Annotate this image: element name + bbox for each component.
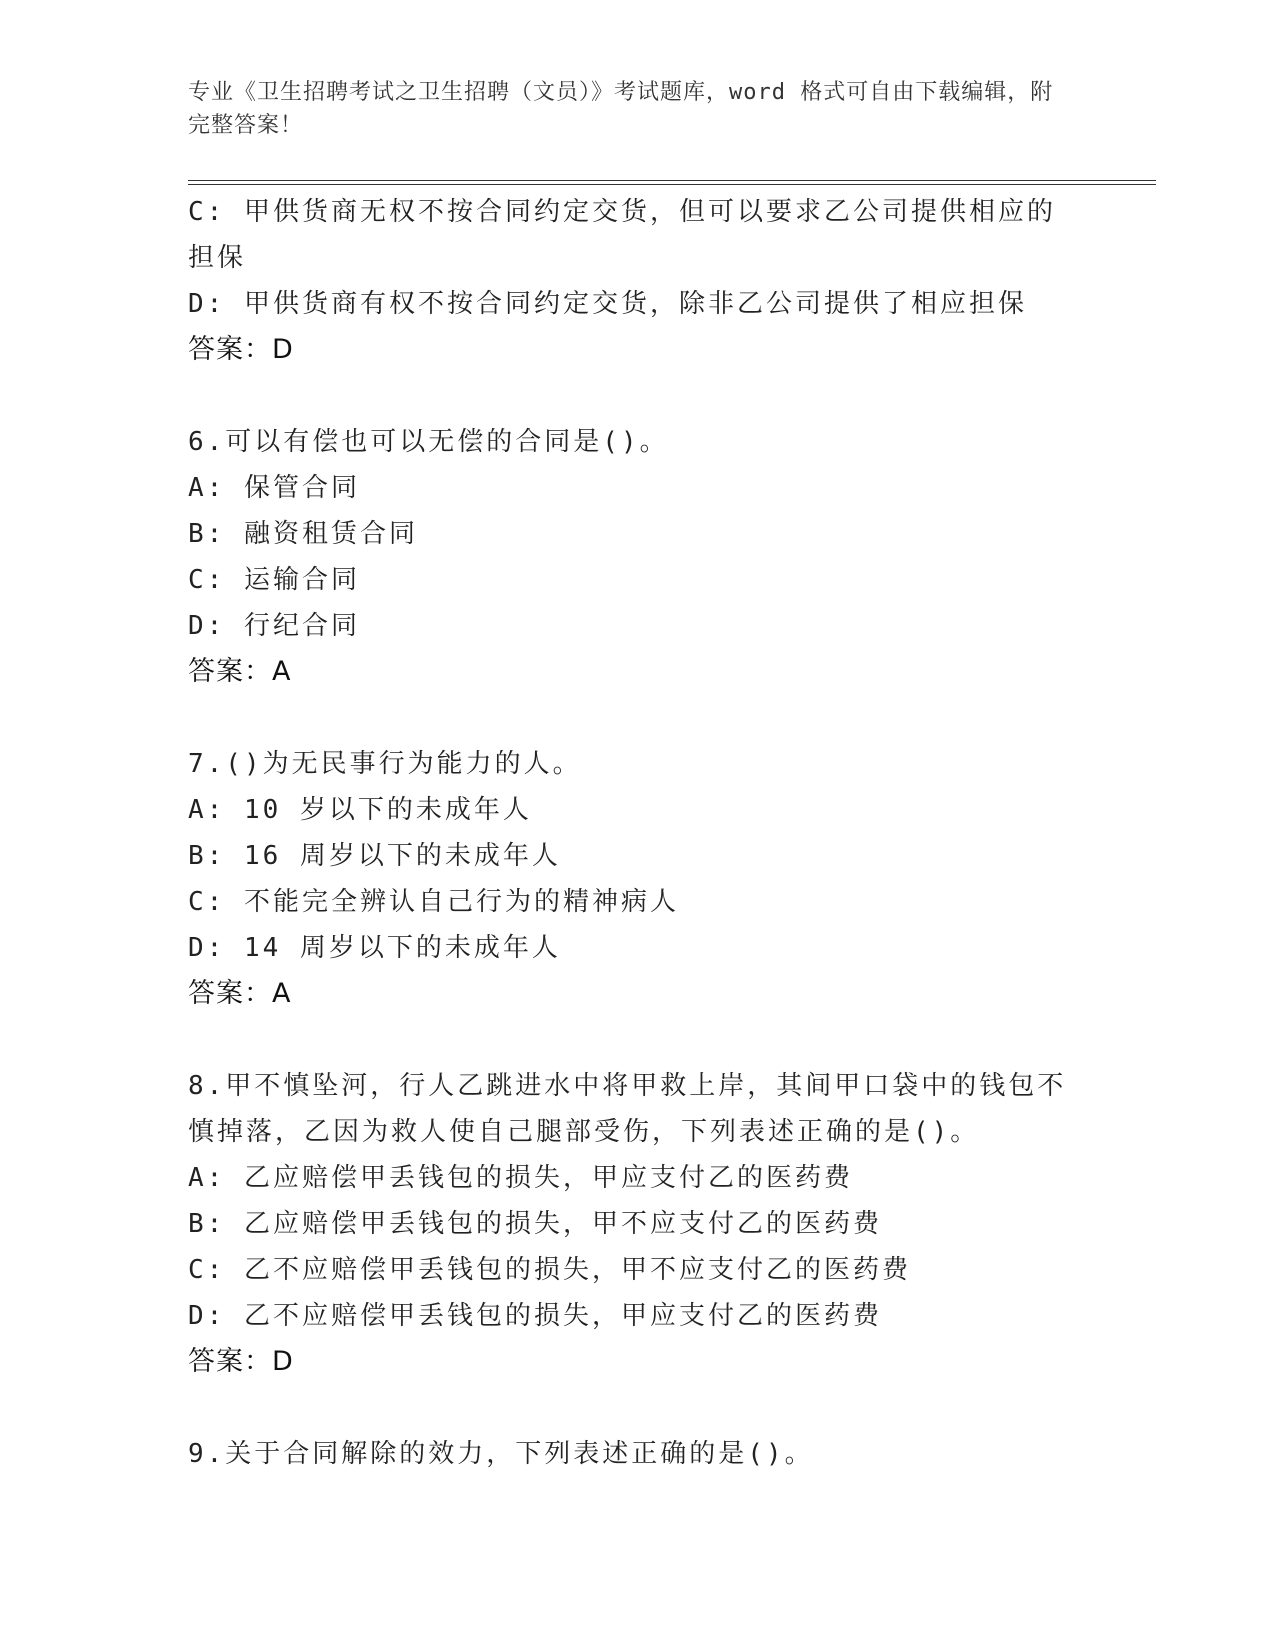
option-b: B: 16 周岁以下的未成年人	[188, 841, 561, 871]
question-stem: 9.关于合同解除的效力，下列表述正确的是()。	[188, 1439, 814, 1469]
option-c: C: 乙不应赔偿甲丢钱包的损失，甲不应支付乙的医药费	[188, 1255, 911, 1285]
spacer	[188, 1385, 1088, 1431]
document-header: 专业《卫生招聘考试之卫生招聘（文员）》考试题库，word 格式可自由下载编辑，附完整答案！	[188, 80, 1054, 138]
option-b: B: 融资租赁合同	[188, 519, 418, 549]
question-stem: 8.甲不慎坠河，行人乙跳进水中将甲救上岸，其间甲口袋中的钱包不慎掉落，乙因为救人使自己腿部受伤，下列表述正确的是()。	[188, 1071, 1067, 1147]
answer-label: 答案：D	[188, 334, 294, 365]
question-5-fragment	[188, 189, 1088, 373]
option-d: D: 14 周岁以下的未成年人	[188, 933, 561, 963]
question-8	[188, 1063, 1088, 1385]
spacer	[188, 1017, 1088, 1063]
option-a: A: 10 岁以下的未成年人	[188, 795, 532, 825]
option-a: A: 保管合同	[188, 473, 360, 503]
option-d: D: 行纪合同	[188, 611, 360, 641]
option-c: C: 运输合同	[188, 565, 360, 595]
spacer	[188, 373, 1088, 419]
option-b: B: 乙应赔偿甲丢钱包的损失，甲不应支付乙的医药费	[188, 1209, 882, 1239]
question-list	[188, 189, 1088, 1477]
question-9	[188, 1431, 1088, 1477]
option-c: C: 甲供货商无权不按合同约定交货，但可以要求乙公司提供相应的担保	[188, 197, 1056, 273]
answer-label: 答案：A	[188, 656, 292, 687]
question-7	[188, 741, 1088, 1017]
header-divider-bottom	[188, 184, 1156, 185]
option-d: D: 甲供货商有权不按合同约定交货，除非乙公司提供了相应担保	[188, 289, 1027, 319]
option-d: D: 乙不应赔偿甲丢钱包的损失，甲应支付乙的医药费	[188, 1301, 882, 1331]
question-stem: 7.()为无民事行为能力的人。	[188, 749, 582, 779]
question-6	[188, 419, 1088, 695]
answer-label: 答案：D	[188, 1346, 294, 1377]
header-divider-top	[188, 180, 1156, 181]
answer-label: 答案：A	[188, 978, 292, 1009]
spacer	[188, 695, 1088, 741]
question-stem: 6.可以有偿也可以无偿的合同是()。	[188, 427, 669, 457]
option-c: C: 不能完全辨认自己行为的精神病人	[188, 887, 679, 917]
option-a: A: 乙应赔偿甲丢钱包的损失，甲应支付乙的医药费	[188, 1163, 853, 1193]
